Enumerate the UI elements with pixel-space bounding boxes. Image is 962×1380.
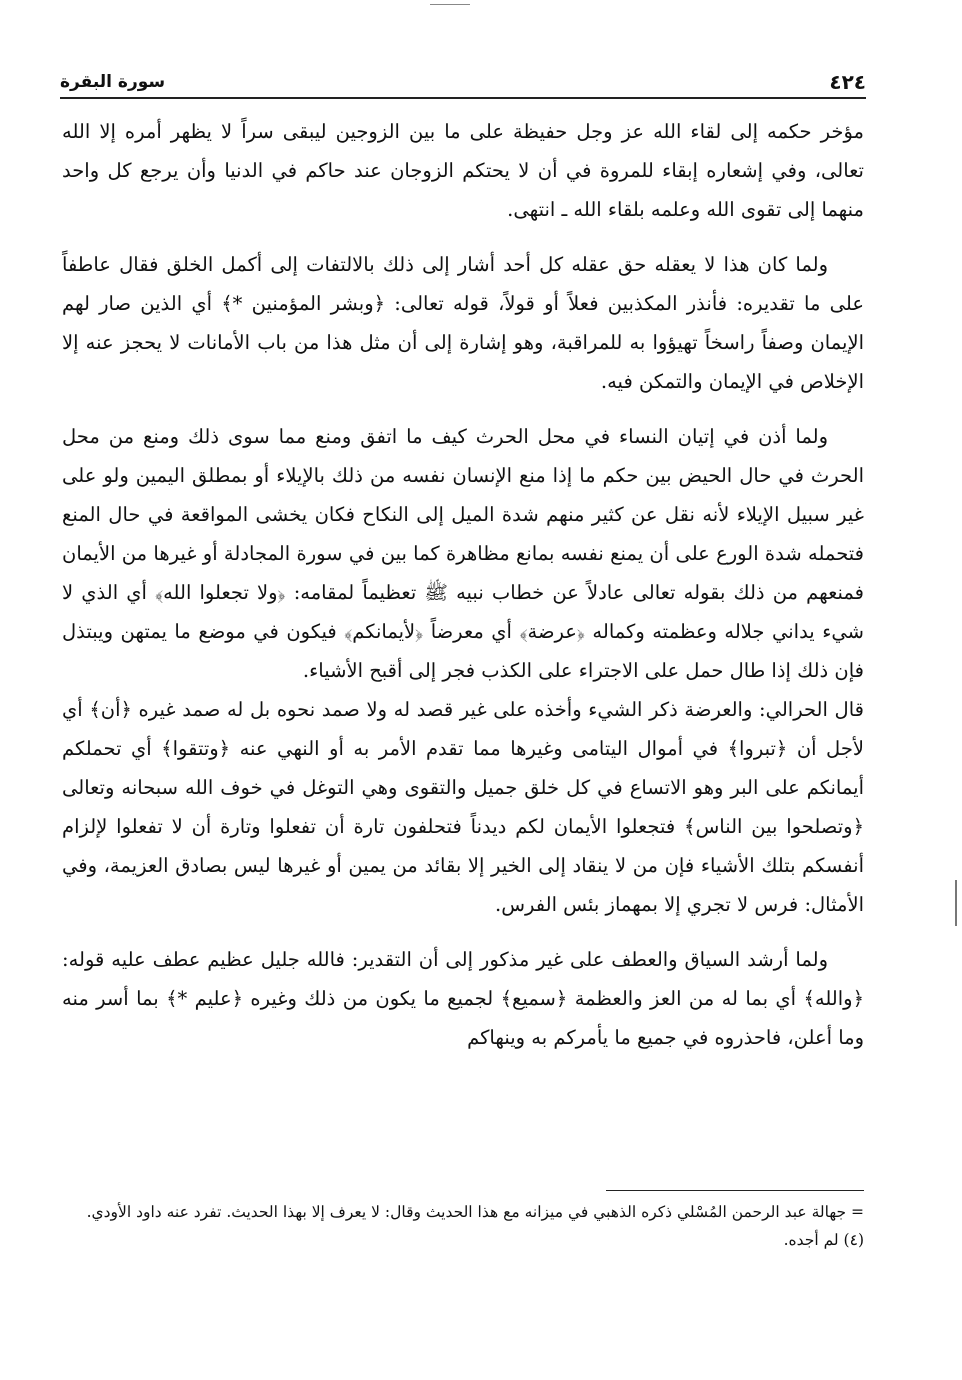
footnote: (٤) لم أجده. bbox=[783, 1231, 864, 1249]
header-divider bbox=[60, 97, 866, 99]
scan-mark bbox=[430, 4, 470, 5]
paragraph: قال الحرالي: والعرضة ذكر الشيء وأخذه على غير قصد له ولا صمد نحوه بل له صمد غيره ﴿أن﴾ أي لأجل أن ﴿تبروا﴾ في أموال اليتامى وغيرها مما تقدم الأمر به أو النهي عنه ﴿وتتقوا﴾ أي تحملكم أيمانكم على البر وهو الاتساع في كل خلق جميل والتقوى وهي التوغل في خوف الله سبحانه وتعالى ﴿وتصلحوا بين الناس﴾ فتجعلوا الأيمان لكم ديدناً فتحلفون تارة أن تفعلوا وتارة أن لا تفعلوا لإلزام أنفسكم بتلك الأشياء فإن من لا ينقاد إلى الخير إلا بقائد من يمين أو غيرها ليس بصادق العزيمة، وفي الأمثال: فرس لا تجري إلا بمهماز بئس الفرس. bbox=[62, 698, 864, 916]
paragraph: ولما أرشد السياق والعطف على غير مذكور إلى أن التقدير: فالله جليل عظيم عطف عليه قوله: ﴿والله﴾ أي بما له من العز والعظمة ﴿سميع﴾ لجميع ما يكون من ذلك وغيره ﴿عليم *﴾ بما أسر منه وما أعلن، فاحذروه في جميع ما يأمركم به وينهاكم bbox=[62, 948, 864, 1049]
paragraph: مؤخر حكمه إلى لقاء الله عز وجل حفيظة على ما بين الزوجين ليبقى سراً لا يظهر أمره إلا الله تعالى، وفي إشعاره إبقاء للمروة في أن لا يحتكم الزوجان عند حاكم في الدنيا وأن يرجع كل واحد منهما إلى تقوى الله وعلمه بلقاء الله ـ انتهى. bbox=[62, 120, 864, 221]
surah-title: سورة البقرة bbox=[60, 72, 166, 92]
footnote: = جهالة عبد الرحمن المُسْلي ذكره الذهبي في ميزانه مع هذا الحديث وقال: لا يعرف إلا بهذا الحديث. تفرد عنه داود الأودي. bbox=[86, 1203, 864, 1221]
main-text bbox=[62, 112, 864, 1073]
page-number: ٤٢٤ bbox=[829, 70, 866, 94]
page-header bbox=[60, 66, 866, 96]
paragraph: ولما كان هذا لا يعقله حق عقله كل أحد أشار إلى ذلك بالالتفات إلى أكمل الخلق فقال عاطفاً على ما تقديره: فأنذر المكذبين فعلاً أو قولاً، قوله تعالى: ﴿وبشر المؤمنين *﴾ أي الذين صار لهم الإيمان وصفاً راسخاً تهيؤوا به للمراقبة، وهو إشارة إلى أن مثل هذا من باب الأمانات لا يحجز عنه إلا الإخلاص في الإيمان والتمكن فيه. bbox=[62, 253, 864, 393]
footnotes bbox=[62, 1198, 864, 1254]
paragraph: ولما أذن في إتيان النساء في محل الحرث كيف ما اتفق ومنع مما سوى ذلك ومنع من محل الحرث في حال الحيض بين حكم ما إذا منع الإنسان نفسه من ذلك بالإيلاء أو بمطلق اليمين ولو على غير سبيل الإيلاء لأنه نقل عن كثير منهم شدة الميل إلى النكاح فكان يخشى المواقعة في حال المنع فتحمله شدة الورع على أن يمنع نفسه بمانع مظاهرة كما بين في سورة المجادلة أو غيرها من الأيمان فمنعهم من ذلك بقوله تعالى عادلاً عن خطاب نبيه ﷺ تعظيماً لمقامه: ﴿ولا تجعلوا الله﴾ أي الذي لا شيء يداني جلاله وعظمته وكماله ﴿عرضة﴾ أي معرضاً ﴿لأيمانكم﴾ فيكون في موضع ما يمتهن ويبتذل فإن ذلك إذا طال حمل على الاجتراء على الكذب فجر إلى أقبح الأشياء. bbox=[62, 425, 864, 682]
scan-edge-mark bbox=[955, 880, 957, 926]
footnote-divider bbox=[606, 1190, 864, 1191]
